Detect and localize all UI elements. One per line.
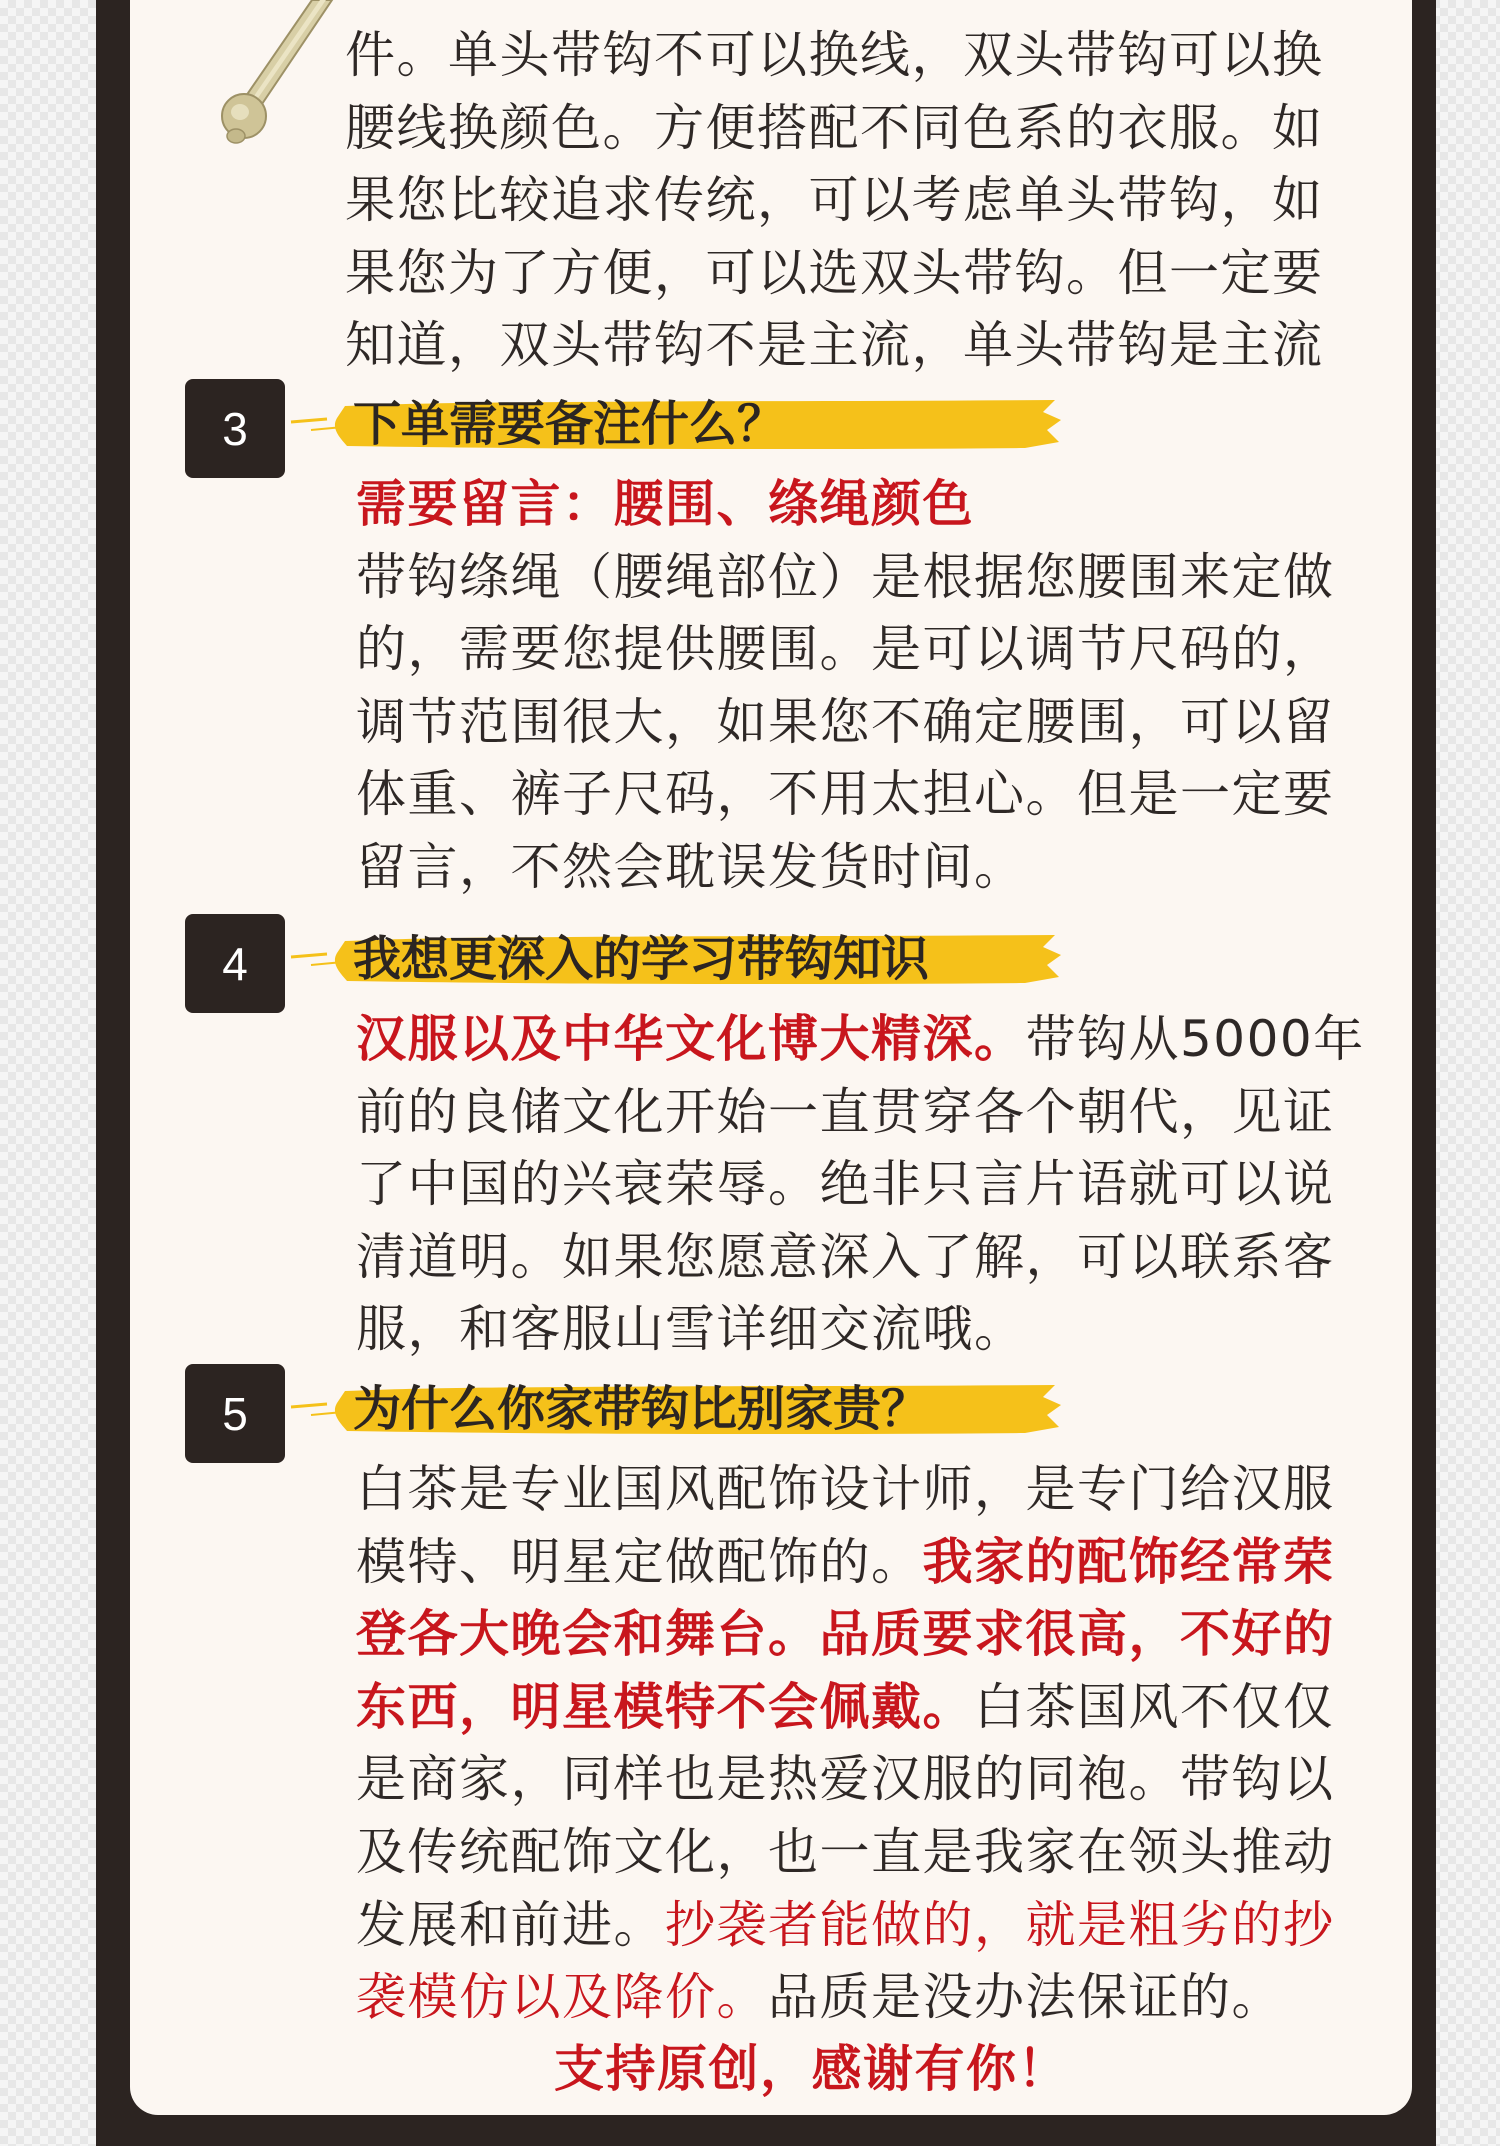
faq-question: 为什么你家带钩比别家贵？	[353, 1381, 930, 1437]
answer-line	[356, 1221, 1365, 1294]
answer-emphasis: 需要留言：腰围、绦绳颜色	[356, 475, 974, 533]
answer-text: 及传统配饰文化，也一直是我家在领头推动	[356, 1822, 1335, 1881]
answer-line	[356, 758, 1335, 831]
intro-line: 果您比较追求传统，可以考虑单头带钩，如	[345, 171, 1324, 230]
answer-emphasis: 东西，明星模特不会佩戴。	[356, 1677, 974, 1736]
belt-hook-image	[200, 0, 340, 150]
answer-text: 带钩从5000年	[1025, 1010, 1365, 1068]
answer-line	[356, 1743, 1335, 1816]
answer-text: 服，和客服山雪详细交流哦。	[356, 1300, 1026, 1359]
answer-line	[356, 686, 1335, 759]
closing-slogan: 支持原创，感谢有你！	[554, 2040, 1069, 2098]
answer-text: 了中国的兴衰荣辱。绝非只言片语就可以说	[356, 1155, 1335, 1214]
faq-number-badge: 4	[185, 914, 285, 1013]
answer-line	[356, 468, 1335, 541]
faq-number-badge: 3	[185, 379, 285, 478]
faq-item-4	[0, 914, 1500, 1359]
answer-line	[356, 1671, 1335, 1744]
answer-line	[356, 613, 1335, 686]
answer-line	[356, 541, 1335, 614]
answer-line	[356, 1816, 1335, 1889]
faq-question: 我想更深入的学习带钩知识	[353, 931, 930, 987]
answer-line	[356, 1076, 1365, 1149]
intro-line: 果您为了方便，可以选双头带钩。但一定要	[345, 243, 1324, 302]
answer-red-text: 袭模仿以及降价。	[356, 1968, 768, 2027]
answer-emphasis: 汉服以及中华文化博大精深。	[356, 1010, 1026, 1068]
faq-number-badge: 5	[185, 1364, 285, 1463]
answer-text: 调节范围很大，如果您不确定腰围，可以留	[356, 692, 1335, 751]
answer-line	[356, 1453, 1335, 1526]
intro-line: 知道，双头带钩不是主流，单头带钩是主流	[345, 316, 1324, 375]
faq-answer	[356, 1003, 1365, 1366]
answer-emphasis: 我家的配饰经常荣	[922, 1532, 1335, 1591]
answer-text: 清道明。如果您愿意深入了解，可以联系客	[356, 1227, 1335, 1286]
answer-text: 留言，不然会耽误发货时间。	[356, 837, 1026, 896]
answer-emphasis: 登各大晚会和舞台。品质要求很高，不好的	[356, 1605, 1335, 1664]
faq-question: 下单需要备注什么？	[353, 396, 786, 452]
intro-line: 件。单头带钩不可以换线，双头带钩可以换	[345, 26, 1324, 84]
answer-line	[356, 1148, 1365, 1221]
answer-text: 白茶国风不仅仅	[974, 1677, 1335, 1736]
answer-text: 体重、裤子尺码，不用太担心。但是一定要	[356, 765, 1335, 824]
answer-text: 带钩绦绳（腰绳部位）是根据您腰围来定做	[356, 547, 1335, 606]
faq-answer	[356, 1453, 1335, 2034]
faq-answer	[356, 468, 1335, 904]
intro-text	[345, 19, 1324, 382]
answer-line	[356, 831, 1335, 904]
intro-line: 腰线换颜色。方便搭配不同色系的衣服。如	[345, 98, 1324, 157]
answer-text: 品质是没办法保证的。	[768, 1968, 1283, 2027]
answer-text: 是商家，同样也是热爱汉服的同袍。带钩以	[356, 1750, 1335, 1809]
answer-line	[356, 1889, 1335, 1962]
answer-text: 发展和前进。	[356, 1895, 665, 1954]
answer-line	[356, 1961, 1335, 2034]
answer-text: 白茶是专业国风配饰设计师，是专门给汉服	[356, 1460, 1335, 1518]
faq-item-3	[0, 379, 1500, 896]
answer-text: 模特、明星定做配饰的。	[356, 1532, 923, 1591]
answer-line	[356, 1003, 1365, 1076]
answer-red-text: 抄袭者能做的，就是粗劣的抄	[665, 1895, 1335, 1954]
faq-item-5	[0, 1364, 1500, 2098]
answer-text: 前的良储文化开始一直贯穿各个朝代，见证	[356, 1082, 1335, 1141]
answer-text: 的，需要您提供腰围。是可以调节尺码的，	[356, 620, 1335, 679]
answer-line	[356, 1598, 1335, 1671]
answer-line	[356, 1526, 1335, 1599]
answer-line	[356, 1293, 1365, 1366]
